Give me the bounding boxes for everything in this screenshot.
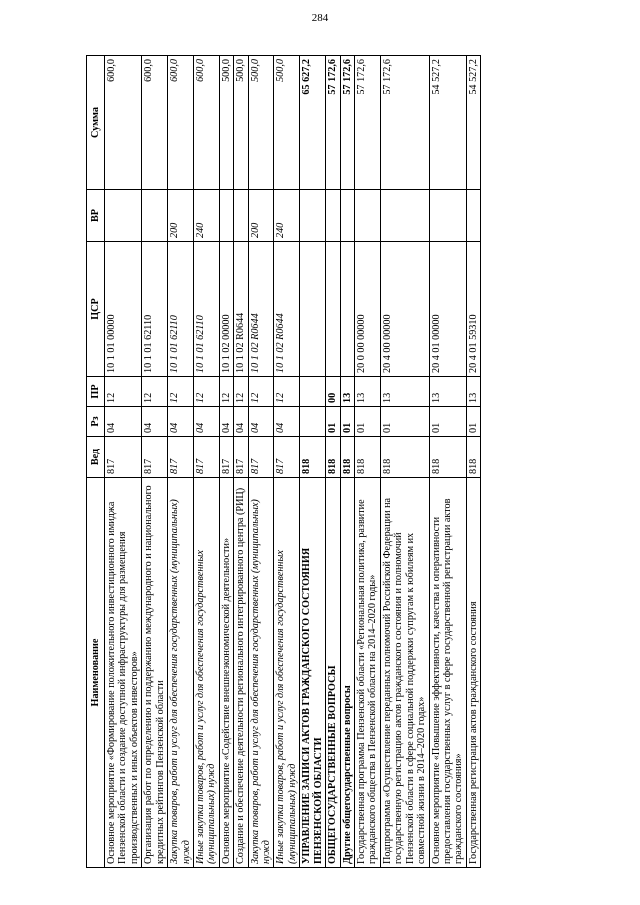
row-ved: 817 xyxy=(105,437,142,478)
row-sum: 57 172,6 xyxy=(340,56,354,190)
row-rz: 01 xyxy=(326,407,340,437)
row-rz: 04 xyxy=(168,407,194,437)
row-pr: 13 xyxy=(355,377,381,407)
row-name: Основное мероприятие «Содействие внешнеэкономической деятельности» xyxy=(219,478,233,868)
row-vr xyxy=(466,190,480,242)
header-sum: Сумма xyxy=(87,56,105,190)
row-rz: 04 xyxy=(142,407,168,437)
table-row xyxy=(219,56,233,868)
row-sum: 600,0 xyxy=(142,56,168,190)
row-name: Основное мероприятие «Повышение эффективности, качества и оперативности предоставления государственных услуг в сфере государственной регистрации актов гражданского состояния» xyxy=(429,478,466,868)
row-sum: 57 172,6 xyxy=(380,56,429,190)
row-vr xyxy=(105,190,142,242)
row-csr: 10 1 01 62110 xyxy=(193,242,219,377)
row-vr xyxy=(429,190,466,242)
row-rz xyxy=(300,407,326,437)
row-sum: 500,0 xyxy=(274,56,300,190)
table-row xyxy=(193,56,219,868)
row-ved: 817 xyxy=(234,437,248,478)
row-name: Создание и обеспечение деятельности регионального интегрированного центра (РИЦ) xyxy=(234,478,248,868)
row-pr xyxy=(300,377,326,407)
row-csr: 10 1 02 R0644 xyxy=(234,242,248,377)
table-row xyxy=(168,56,194,868)
row-ved: 817 xyxy=(168,437,194,478)
row-csr: 10 1 01 62110 xyxy=(168,242,194,377)
row-vr xyxy=(380,190,429,242)
row-name: Иные закупки товаров, работ и услуг для обеспечения государственных (муниципальных) нужд xyxy=(193,478,219,868)
table-row xyxy=(248,56,274,868)
row-pr: 12 xyxy=(274,377,300,407)
header-csr: ЦСР xyxy=(87,242,105,377)
row-ved: 818 xyxy=(300,437,326,478)
row-rz: 04 xyxy=(234,407,248,437)
header-name: Наименование xyxy=(87,478,105,868)
row-name: Подпрограмма «Осуществление переданных полномочий Российской Федерации на государственную регистрацию актов гражданского состояния и полномочий Пензенской области в сфере социальной поддержки супругам к юбилеям их совместной жизни в 2014–2020 годах» xyxy=(380,478,429,868)
row-rz: 04 xyxy=(193,407,219,437)
row-sum: 65 627,2 xyxy=(300,56,326,190)
row-pr: 13 xyxy=(380,377,429,407)
row-csr: 20 4 00 00000 xyxy=(380,242,429,377)
table-row xyxy=(466,56,480,868)
row-sum: 500,0 xyxy=(248,56,274,190)
row-sum: 600,0 xyxy=(168,56,194,190)
row-pr: 12 xyxy=(248,377,274,407)
row-vr: 200 xyxy=(248,190,274,242)
row-name: Иные закупки товаров, работ и услуг для обеспечения государственных (муниципальных) нужд xyxy=(274,478,300,868)
table-row xyxy=(340,56,354,868)
table-row xyxy=(274,56,300,868)
row-csr: 10 1 01 62110 xyxy=(142,242,168,377)
row-sum: 54 527,2 xyxy=(466,56,480,190)
row-pr: 12 xyxy=(168,377,194,407)
row-csr xyxy=(300,242,326,377)
row-pr: 12 xyxy=(193,377,219,407)
row-rz: 01 xyxy=(466,407,480,437)
rotated-table-container xyxy=(86,56,540,868)
row-sum: 500,0 xyxy=(234,56,248,190)
row-name: Основное мероприятие «Формирование положительного инвестиционного имиджа Пензенской области и создание доступной инфраструктуры для размещения производственных и иных объектов инвесторов» xyxy=(105,478,142,868)
row-ved: 817 xyxy=(274,437,300,478)
row-sum: 54 527,2 xyxy=(429,56,466,190)
row-vr xyxy=(340,190,354,242)
row-ved: 818 xyxy=(326,437,340,478)
row-pr: 12 xyxy=(142,377,168,407)
row-rz: 04 xyxy=(105,407,142,437)
row-pr: 12 xyxy=(105,377,142,407)
row-name: Другие общегосударственные вопросы xyxy=(340,478,354,868)
row-name: Организация работ по определению и поддержанию международного и национального кредитных рейтингов Пензенской области xyxy=(142,478,168,868)
row-name: УПРАВЛЕНИЕ ЗАПИСИ АКТОВ ГРАЖДАНСКОГО СОСТОЯНИЯ ПЕНЗЕНСКОЙ ОБЛАСТИ xyxy=(300,478,326,868)
row-rz: 04 xyxy=(274,407,300,437)
row-ved: 818 xyxy=(466,437,480,478)
row-vr: 240 xyxy=(193,190,219,242)
header-pr: ПР xyxy=(87,377,105,407)
header-vr: ВР xyxy=(87,190,105,242)
row-pr: 12 xyxy=(234,377,248,407)
row-ved: 817 xyxy=(219,437,233,478)
row-ved: 818 xyxy=(355,437,381,478)
table-row xyxy=(355,56,381,868)
row-ved: 817 xyxy=(193,437,219,478)
table-row xyxy=(300,56,326,868)
row-ved: 818 xyxy=(380,437,429,478)
row-ved: 818 xyxy=(340,437,354,478)
table-header-row xyxy=(87,56,105,868)
row-sum: 500,0 xyxy=(219,56,233,190)
row-vr xyxy=(355,190,381,242)
row-vr xyxy=(234,190,248,242)
row-rz: 01 xyxy=(429,407,466,437)
row-vr xyxy=(326,190,340,242)
row-rz: 01 xyxy=(355,407,381,437)
row-pr: 13 xyxy=(429,377,466,407)
row-rz: 04 xyxy=(219,407,233,437)
row-csr: 10 1 02 R0644 xyxy=(248,242,274,377)
row-vr xyxy=(142,190,168,242)
row-name: Закупка товаров, работ и услуг для обеспечения государственных (муниципальных) нужд xyxy=(168,478,194,868)
row-csr xyxy=(326,242,340,377)
row-csr: 10 1 01 00000 xyxy=(105,242,142,377)
header-ved: Вед xyxy=(87,437,105,478)
row-pr: 00 xyxy=(326,377,340,407)
table-row xyxy=(326,56,340,868)
row-vr: 240 xyxy=(274,190,300,242)
row-csr: 10 1 02 00000 xyxy=(219,242,233,377)
row-vr xyxy=(219,190,233,242)
budget-table xyxy=(86,55,481,868)
row-ved: 817 xyxy=(142,437,168,478)
row-csr: 20 4 01 00000 xyxy=(429,242,466,377)
row-pr: 13 xyxy=(466,377,480,407)
row-csr xyxy=(340,242,354,377)
table-row xyxy=(380,56,429,868)
row-pr: 13 xyxy=(340,377,354,407)
row-vr: 200 xyxy=(168,190,194,242)
table-row xyxy=(142,56,168,868)
row-sum: 600,0 xyxy=(105,56,142,190)
row-sum: 57 172,6 xyxy=(326,56,340,190)
row-ved: 818 xyxy=(429,437,466,478)
row-pr: 12 xyxy=(219,377,233,407)
row-sum: 600,0 xyxy=(193,56,219,190)
row-ved: 817 xyxy=(248,437,274,478)
row-name: Государственная программа Пензенской области «Региональная политика, развитие гражданского общества в Пензенской области на 2014–2020 годы» xyxy=(355,478,381,868)
header-rz: Рз xyxy=(87,407,105,437)
row-csr: 10 1 02 R0644 xyxy=(274,242,300,377)
row-name: Закупка товаров, работ и услуг для обеспечения государственных (муниципальных) нужд xyxy=(248,478,274,868)
page-number: 284 xyxy=(311,12,329,24)
table-row xyxy=(234,56,248,868)
row-vr xyxy=(300,190,326,242)
row-csr: 20 4 01 59310 xyxy=(466,242,480,377)
table-row xyxy=(105,56,142,868)
row-sum: 57 172,6 xyxy=(355,56,381,190)
row-name: ОБЩЕГОСУДАРСТВЕННЫЕ ВОПРОСЫ xyxy=(326,478,340,868)
row-rz: 04 xyxy=(248,407,274,437)
table-row xyxy=(429,56,466,868)
row-name: Государственная регистрация актов гражданского состояния xyxy=(466,478,480,868)
row-rz: 01 xyxy=(380,407,429,437)
row-rz: 01 xyxy=(340,407,354,437)
rotated-page-area xyxy=(86,56,540,868)
row-csr: 20 0 00 00000 xyxy=(355,242,381,377)
